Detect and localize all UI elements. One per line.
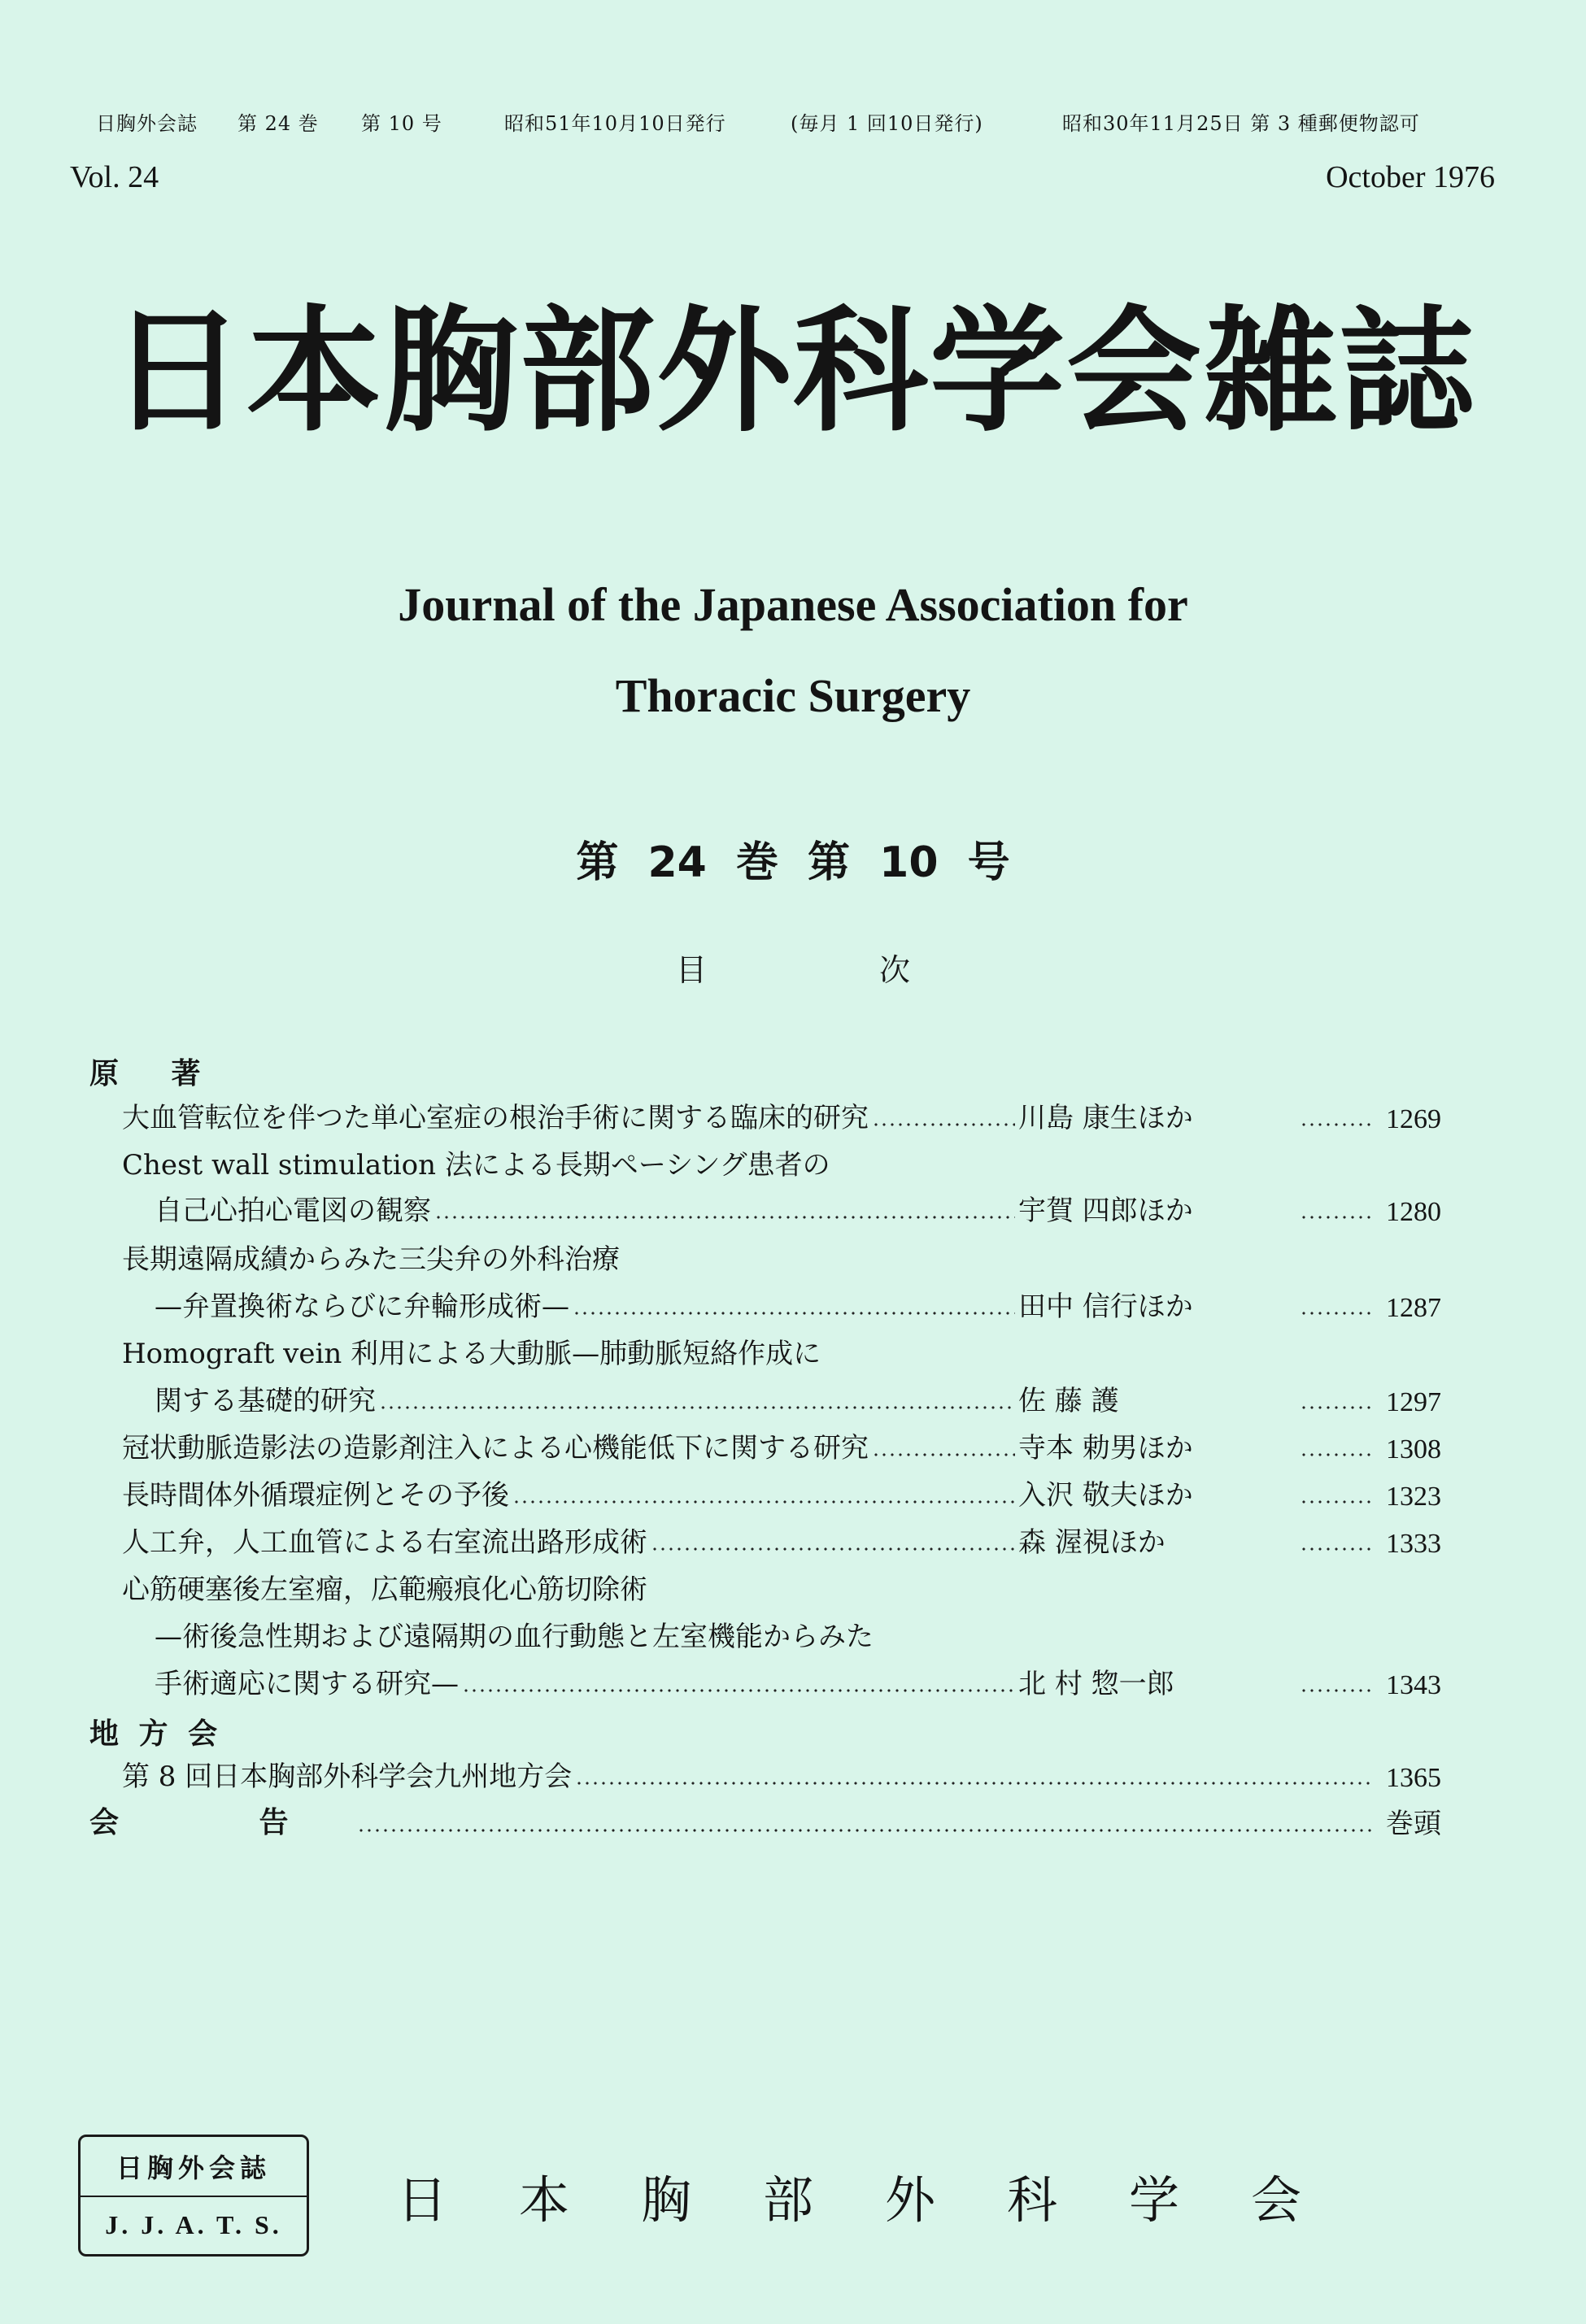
- leader-dots: [357, 1828, 1373, 1833]
- entry-author: 川島 康生ほか: [1018, 1102, 1193, 1134]
- header-permit: 昭和30年11月25日 第 3 種郵便物認可: [1062, 112, 1420, 135]
- entry-title-line1: Homograft vein 利用による大動脈—肺動脈短絡作成に: [122, 1338, 821, 1370]
- journal-title-en-line2: Thoracic Surgery: [615, 669, 971, 722]
- leader-dots: [379, 1405, 1015, 1410]
- toc-entry[interactable]: [155, 1376, 1441, 1418]
- entry-page: 1365: [1386, 1763, 1441, 1793]
- leader-dots: [1300, 1452, 1373, 1457]
- publisher-name: 日本胸部外科学会: [397, 2170, 1374, 2230]
- entry-page: 巻頭: [1386, 1809, 1441, 1839]
- entry-author: 宇賀 四郎ほか: [1018, 1195, 1193, 1227]
- stamp-abbrev-jp: 日胸外会誌: [81, 2137, 307, 2197]
- entry-title: 冠状動脈造影法の造影剤注入による心機能低下に関する研究: [122, 1432, 869, 1464]
- leader-dots: [573, 1311, 1015, 1316]
- entry-page: 1287: [1386, 1293, 1441, 1323]
- journal-title-jp: 日本胸部外科学会雑誌: [110, 294, 1476, 450]
- volume-en: Vol. 24: [70, 160, 159, 194]
- entry-page: 1297: [1386, 1387, 1441, 1417]
- toc-entry[interactable]: [155, 1282, 1441, 1324]
- entry-title: 長時間体外循環症例とその予後: [122, 1479, 509, 1512]
- entry-page: 1280: [1386, 1197, 1441, 1227]
- leader-dots: [1300, 1122, 1373, 1127]
- entry-title-line1: 長期遠隔成績からみた三尖弁の外科治療: [122, 1243, 620, 1276]
- toc-entry[interactable]: [122, 1752, 1441, 1794]
- entry-title: 自己心拍心電図の観察: [155, 1195, 431, 1227]
- header-abbrev: 日胸外会誌: [96, 112, 198, 135]
- entry-page: 1343: [1386, 1670, 1441, 1700]
- leader-dots: [1300, 1499, 1373, 1504]
- toc-entry[interactable]: [155, 1659, 1441, 1701]
- entry-title: 第 8 回日本胸部外科学会九州地方会: [122, 1760, 573, 1793]
- entry-author: 森 渥視ほか: [1018, 1526, 1166, 1559]
- entry-title: 大血管転位を伴つた単心室症の根治手術に関する臨床的研究: [122, 1102, 869, 1134]
- entry-page: 1323: [1386, 1482, 1441, 1512]
- toc-entry-notice[interactable]: [89, 1799, 1441, 1841]
- entry-author: 佐 藤 護: [1018, 1385, 1119, 1417]
- entry-author: 田中 信行ほか: [1018, 1290, 1193, 1323]
- section-notice: 会 告: [89, 1806, 354, 1839]
- entry-title-line2: —術後急性期および遠隔期の血行動態と左室機能からみた: [155, 1621, 874, 1653]
- header-frequency: (毎月 1 回10日発行): [791, 112, 983, 135]
- leader-dots: [575, 1781, 1373, 1786]
- toc-entry[interactable]: [122, 1423, 1441, 1465]
- section-regional: 地 方 会: [89, 1717, 223, 1751]
- entry-title: 関する基礎的研究: [155, 1385, 376, 1417]
- leader-dots: [1300, 1215, 1373, 1220]
- leader-dots: [651, 1547, 1015, 1552]
- date-en: October 1976: [1326, 160, 1495, 194]
- entry-author: 寺本 勅男ほか: [1018, 1432, 1193, 1464]
- entry-title: —弁置換術ならびに弁輪形成術—: [155, 1290, 569, 1323]
- journal-stamp: [78, 2135, 309, 2257]
- leader-dots: [872, 1452, 1015, 1457]
- entry-author: 北 村 惣一郎: [1018, 1668, 1174, 1700]
- issue-line: 第 24 巻 第 10 号: [576, 838, 1010, 887]
- toc-heading: 目 次: [675, 952, 992, 988]
- leader-dots: [462, 1688, 1015, 1693]
- leader-dots: [1300, 1688, 1373, 1693]
- journal-title-en-line1: Journal of the Japanese Association for: [398, 578, 1188, 631]
- header-volume: 第 24 巻: [237, 112, 319, 135]
- toc-entry[interactable]: [122, 1093, 1441, 1135]
- entry-title-line1: Chest wall stimulation 法による長期ペーシング患者の: [122, 1149, 830, 1182]
- entry-page: 1269: [1386, 1104, 1441, 1134]
- leader-dots: [512, 1499, 1015, 1504]
- stamp-abbrev-en: J. J. A. T. S.: [105, 2209, 282, 2239]
- leader-dots: [1300, 1311, 1373, 1316]
- header-issue-date: 昭和51年10月10日発行: [504, 112, 726, 135]
- leader-dots: [872, 1122, 1015, 1127]
- header-number: 第 10 号: [361, 112, 442, 135]
- leader-dots: [1300, 1547, 1373, 1552]
- leader-dots: [1300, 1405, 1373, 1410]
- toc-entry[interactable]: [155, 1186, 1441, 1228]
- toc-entry[interactable]: [122, 1470, 1441, 1512]
- entry-title-line1: 心筋硬塞後左室瘤，広範瘢痕化心筋切除術: [122, 1573, 647, 1606]
- entry-title: 手術適応に関する研究—: [155, 1668, 459, 1700]
- entry-page: 1308: [1386, 1434, 1441, 1464]
- toc-entry[interactable]: [122, 1517, 1441, 1560]
- section-original: 原 著: [89, 1057, 222, 1090]
- entry-page: 1333: [1386, 1529, 1441, 1559]
- entry-author: 入沢 敬夫ほか: [1018, 1479, 1193, 1512]
- entry-title: 人工弁，人工血管による右室流出路形成術: [122, 1526, 647, 1559]
- leader-dots: [434, 1215, 1015, 1220]
